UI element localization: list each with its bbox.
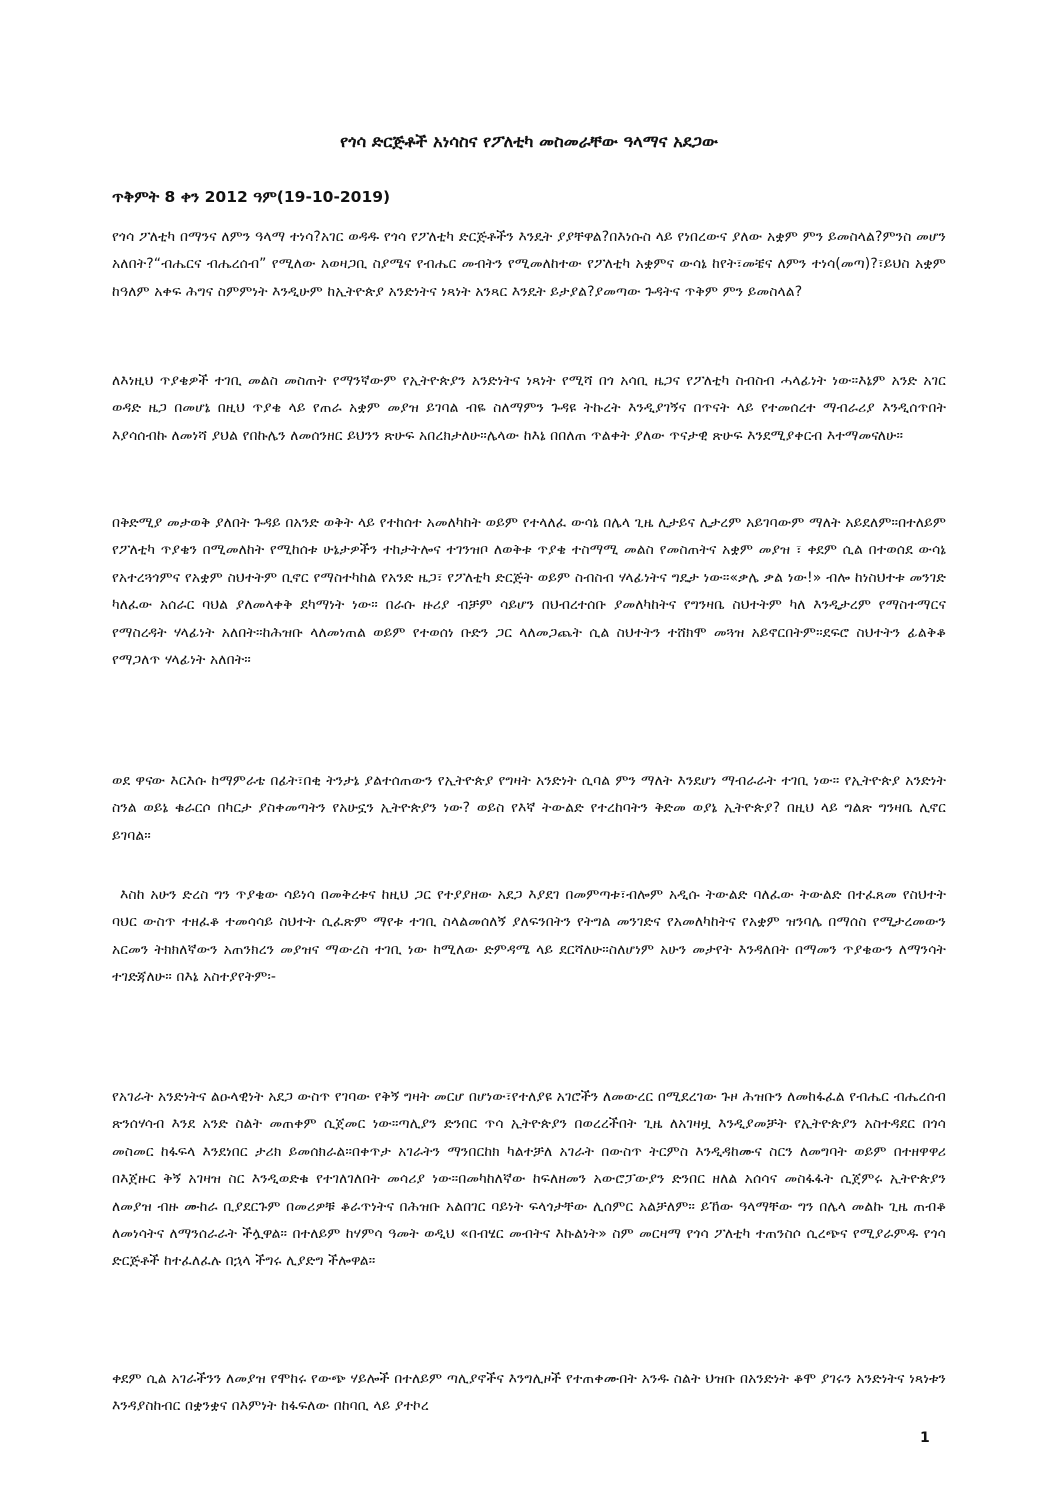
paragraph-3: በቅድሚያ መታወቅ ያለበት ጉዳይ በአንድ ወቅት ላይ የተከሰተ አመለካከት ወይም የተላለፈ ውሳኔ በሌላ ጊዜ ሊታይና ሊታረም አይገባውም ማለት አይደለም።በተለይም የፖለቲካ ጥያቄን በሚመለከት የሚከሰቱ ሁኔታዎችን ተከታትሎና ተገንዝቦ ለወቅቱ ጥያቄ ተስማሚ መልስ የመስጠትና አቋም መያዝ ፣ ቀደም ሲል በተወሰደ ውሳኔ የአተረጓጎምና የአቋም ስህተትም ቢኖር የማስተካከል የአንድ ዜጋ፣ የፖለቲካ ድርጅት ወይም ስብስብ ሃላፊነትና ግዴታ ነው።«ቃሌ ቃል ነው!» ብሎ ከነስህተቱ መንገድ ካለፈው አሰራር ባህል ያለመላቀቅ ደካማነት ነው። በራሱ ዙሪያ ብቻም ሳይሆን በህብረተሰቡ ያመለካከትና የግንዛቤ ስህተትም ካለ እንዲታረም የማስተማርና የማስረዳት ሃላፊነት አለበት።ከሕዝቡ ላለመነጠል ወይም የተወሰነ ቡድን ጋር ላለመጋጨት ሲል ስህተትን ተሸክሞ መጓዝ አይኖርበትም።ደፍሮ ስህተትን ፊልቅቆ የማጋለጥ ሃላፊነት አለበት። <box>112 515 946 669</box>
paragraph-1: የጎሳ ፖለቲካ በማንና ለምን ዓላማ ተነሳ?አገር ወዳዱ የጎሳ የፖለቲካ ድርጅቶችን እንዴት ያያቸዋል?በእነሱስ ላይ የነበረውና ያለው አቋም ምን ይመስላል?ምንስ መሆን አለበት?“ብሔርና ብሔረሰብ” የሚለው አወዛጋቢ ስያሜና የብሔር መብትን የሚመለከተው የፖለቲካ አቋምና ውሳኔ ከየት፣መቼና ለምን ተነሳ(መጣ)?፣ይህስ አቋም ከዓለም አቀፍ ሕግና ስምምነት እንዲሁም ከኢትዮጵያ አንድነትና ነጻነት አንጻር እንዴት ይታያል?ያመጣው ጉዳትና ጥቅም ምን ይመስላል? <box>112 229 946 300</box>
paragraph-4: ወደ ዋናው እርእሱ ከማምራቴ በፊት፣በቂ ትንታኔ ያልተሰጠውን የኢትዮጵያ የግዛት አንድነት ሲባል ምን ማለት እንደሆነ ማብራራት ተገቢ ነው። የኢትዮጵያ አንድነት ስንል ወይኔ ቁራርሶ በካርታ ያስቀመጣትን የአሁኗን ኢትዮጵያን ነው? ወይስ የእኛ ትውልድ የተረከባትን ቅድመ ወያኔ ኢትዮጵያ? በዚህ ላይ ግልጽ ግንዛቤ ሊኖር ይገባል። <box>112 773 946 844</box>
document-date: ጥቅምት 8 ቀን 2012 ዓም(19-10-2019) <box>112 188 391 206</box>
paragraph-5: እስከ አሁን ድረስ ግን ጥያቄው ሳይነሳ በመቅረቱና ከዚህ ጋር የተያያዘው አደጋ እያደገ በመምጣቱ፣ብሎም አዲሱ ትውልድ ባለፈው ትውልድ በተፈጸመ የስህተት ባህር ውስጥ ተዘፈቆ ተመሳሳይ ስህተት ሲፈጽም ማየቱ ተገቢ ስላልመሰለኝ ያለፍንበትን የትግል መንገድና የአመለካከትና የአቋም ዝንባሌ በማሰስ የሚታረመውን አርመን ትክክለኛውን አጠንክረን መያዝና ማውረስ ተገቢ ነው ከሚለው ድምዳሜ ላይ ደርሻለሁ።ስለሆነም አሁን መታየት እንዳለበት በማመን ጥያቄውን ለማንሳት ተገድጃለሁ። በእኔ አስተያየትም፡- <box>112 887 946 986</box>
document-page <box>112 0 946 1497</box>
paragraph-7: ቀደም ሲል አገራችንን ለመያዝ የሞከሩ የውጭ ሃይሎች በተለይም ጣሊያኖችና እንግሊዞች የተጠቀሙበት አንዱ ስልት ህዝቡ በአንድነት ቆሞ ያገሩን አንድነትና ነጻነቱን እንዳያስከብር በቋንቋና በእምነት ከፋፍለው በከባቢ ላይ ያተኮረ <box>112 1371 946 1415</box>
page-number: 1 <box>920 1430 930 1446</box>
paragraph-2: ለእነዚህ ጥያቄዎች ተገቢ መልስ መስጠት የማንኛው‌ም የኢትዮጵያን አንድነትና ነጻነት የሚሻ በጎ አሳቢ ዜጋና የፖለቲካ ስብስብ ሓላፊነት ነው።እኔም አንድ አገር ወዳድ ዜጋ በመሆኔ በዚህ ጥያቄ ላይ የጠራ አቋም መያዝ ይገባል ብዬ ስለማምን ጉዳዩ ትኩረት እንዲያገኝና በጥናት ላይ የተመሰረተ ማብራሪያ እንዲሰጥበት እያሳሰብኩ ለመነሻ ያህል የበኩሌን ለመሰንዘር ይህንን ጽሁፍ አበረክታለሁ።ሌላው ከእኔ በበለጠ ጥልቀት ያለው ጥናታዊ ጽሁፍ እንደሚያቀርብ እተማመናለሁ። <box>112 373 946 444</box>
paragraph-6: የአገራት አንድነትና ልዑላዊነት አደጋ ውስጥ የገባው የቅኝ ግዛት መርሆ በሆነው፣የተለያዩ አገሮችን ለመውረር በሚደረገው ጉዞ ሕዝቡን ለመከፋፈል የብሔር ብሔረሰብ ጽንሰሃሳብ እንደ አንድ ስልት መጠቀም ሲጀመር ነው።ጣሊያን ድንበር ጥሳ ኢትዮጵያን በወረረችበት ጊዜ ለአገዛዟ እንዲያመቻት የኢትዮጵያን አስተዳደር በጎሳ መስመር ከፋፍላ እንደነበር ታሪክ ይመሰክራል።በቀጥታ አገራትን ማንበርከክ ካልተቻለ አገራት በውስጥ ትርምስ እንዲዳከሙና ስርን ለመግባት ወይም በተዘዋዋሪ በእጀዙር ቅኝ አገዛዝ ስር እንዲወድቁ የተገለገለበት መሳሪያ ነው።በመካከለኛው ከፍለዘመን አውሮፓውያን ድንበር ዘለል አሰሳና መስፋፋት ሲጀምሩ ኢትዮጵያን ለመያዝ ብዙ ሙከራ ቢያደርጉም በመሪዎቹ ቆራጥነትና በሕዝቡ አልበገር ባይነት ፍላጎታቸው ሊሰምር አልቻለም። ይኸው ዓላማቸው ግን በሌላ መልኩ ጊዜ ጠብቆ ለመነሳትና ለማንሰራራት ችሏዋል። በተለይም ከሃምሳ ዓመት ወዲህ «በብሄር መብትና እኩልነት» ስም መርዛማ የጎሳ ፖለቲካ ተጠንስሶ ሲረጭና የሚያራምዱ የጎሳ ድርጅቶች ከተፈለፈሉ በኋላ ችግሩ ሊያድግ ችሎዋል። <box>112 1089 946 1270</box>
document-title: የጎሳ ድርጅቶች አነሳስና የፖለቲካ መስመራቸው ዓላማና አደጋው <box>340 132 718 151</box>
